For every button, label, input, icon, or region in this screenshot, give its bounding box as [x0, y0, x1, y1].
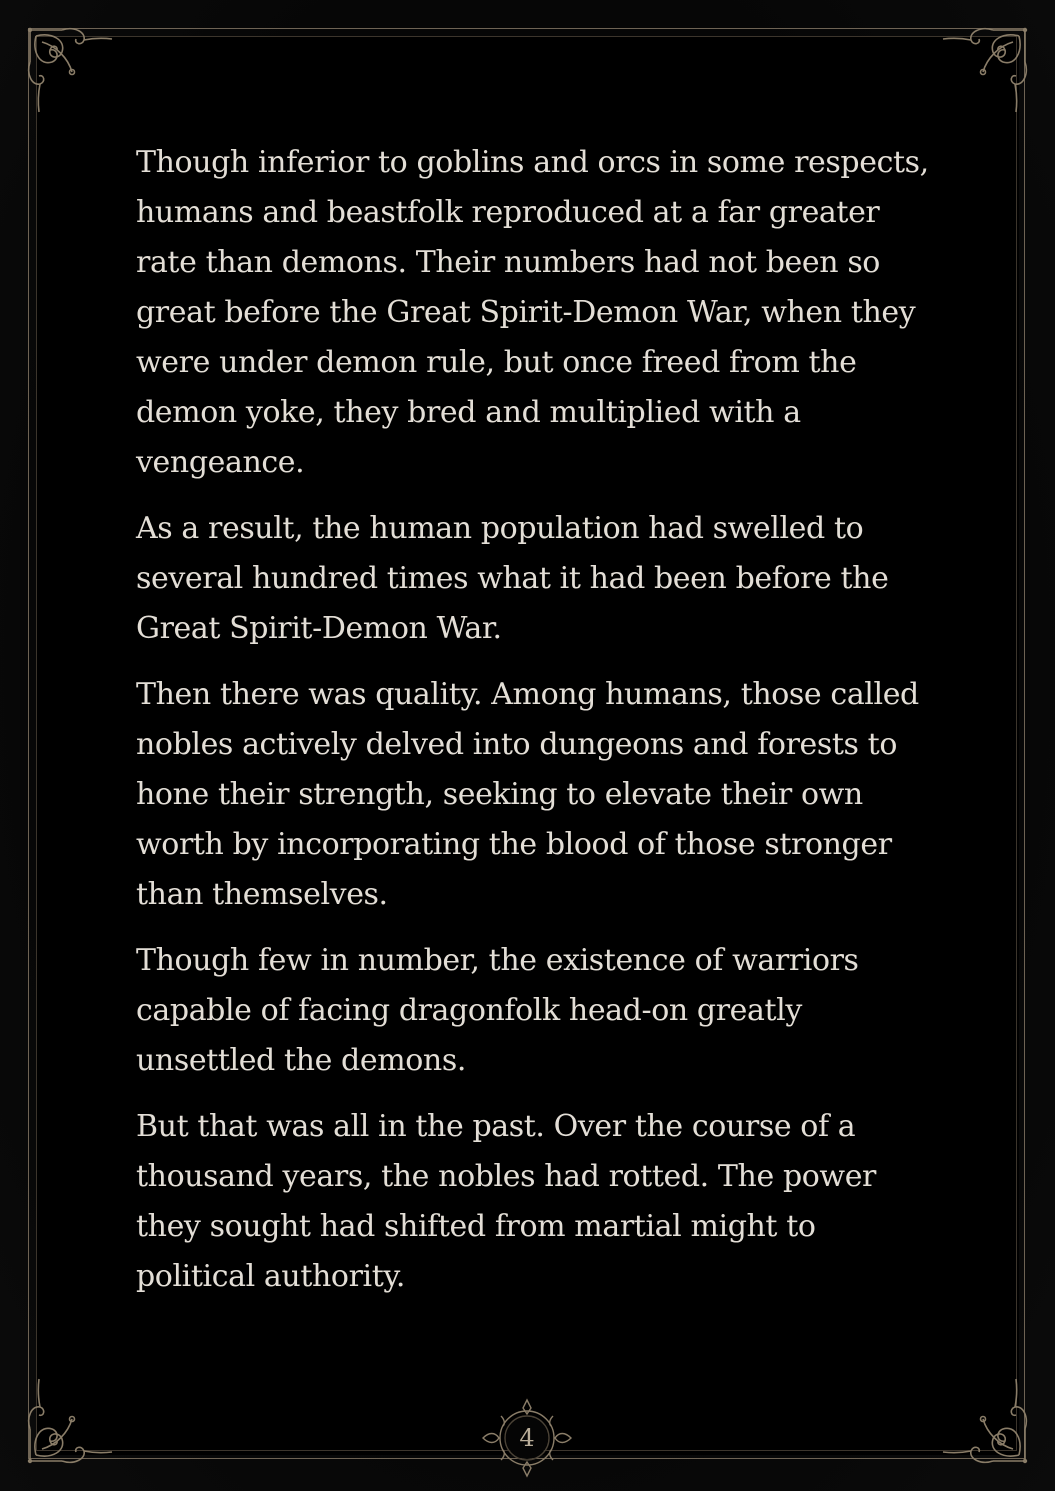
ornate-corner-top-left-icon: [22, 22, 114, 114]
page-number-badge: [477, 1392, 577, 1484]
page-number: 4: [519, 1424, 535, 1452]
ornate-corner-bottom-right-icon: [941, 1377, 1033, 1469]
paragraph: Then there was quality. Among humans, those called nobles actively delved into dungeons and forests to hone their strength, seeking to elevate their own worth by incorporating the blood of those stronger than themselves.: [136, 677, 919, 912]
chapter-body-text: [136, 138, 936, 1318]
paragraph: Though inferior to goblins and orcs in some respects, humans and beastfolk reproduced at a far greater rate than demons. Their numbers had not been so great before the Great Spirit-Demon War, when they were under demon rule, but once freed from the demon yoke, they bred and multiplied with a vengeance.: [136, 145, 929, 480]
ornate-corner-bottom-left-icon: [22, 1377, 114, 1469]
paragraph: But that was all in the past. Over the course of a thousand years, the nobles had rotted. The power they sought had shifted from martial might to political authority.: [136, 1109, 876, 1294]
ornate-corner-top-right-icon: [941, 22, 1033, 114]
paragraph: As a result, the human population had swelled to several hundred times what it had been before the Great Spirit-Demon War.: [136, 511, 889, 646]
paragraph: Though few in number, the existence of warriors capable of facing dragonfolk head-on greatly unsettled the demons.: [136, 943, 859, 1078]
